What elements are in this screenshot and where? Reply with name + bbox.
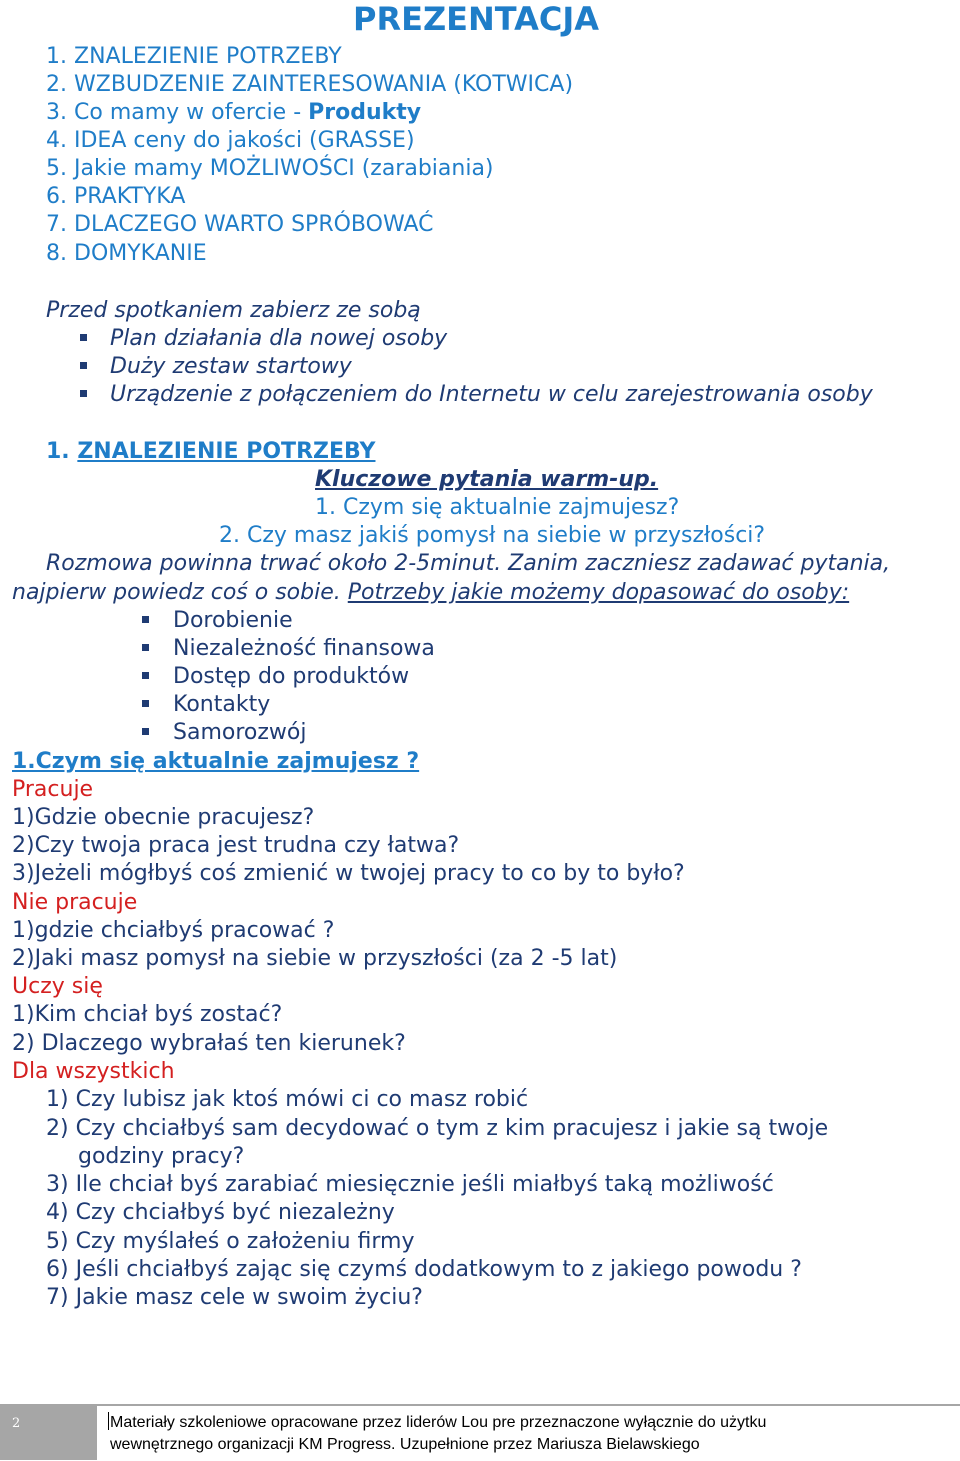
bullet-icon: [142, 700, 149, 707]
bullet-icon: [80, 362, 87, 369]
question-item: 6) Jeśli chciałbyś zając się czymś dodatkowym to z jakiego powodu ?: [46, 1257, 802, 1282]
outline-item: 6. PRAKTYKA: [46, 184, 186, 209]
footer-note: [110, 1412, 766, 1456]
checklist-item: Duży zestaw startowy: [110, 354, 352, 379]
question-item: 2) Czy chciałbyś sam decydować o tym z kim pracujesz i jakie są twoje: [46, 1116, 829, 1141]
question-item: 2)Jaki masz pomysł na siebie w przyszłości (za 2 -5 lat): [12, 946, 618, 971]
checklist-item: Urządzenie z połączeniem do Internetu w celu zarejestrowania osoby: [110, 382, 873, 407]
warmup-question: 1. Czym się aktualnie zajmujesz?: [315, 495, 680, 520]
paragraph-line: Rozmowa powinna trwać około 2-5minut. Zanim zaczniesz zadawać pytania,: [46, 551, 891, 576]
section-heading: 1. ZNALEZIENIE POTRZEBY: [46, 439, 376, 464]
need-item: Kontakty: [173, 692, 271, 717]
paragraph-line: najpierw powiedz coś o sobie. Potrzeby jakie możemy dopasować do osoby:: [12, 580, 850, 605]
bullet-icon: [80, 334, 87, 341]
need-item: Niezależność finansowa: [173, 636, 435, 661]
group-label: Dla wszystkich: [12, 1059, 175, 1084]
outline-item: 2. WZBUDZENIE ZAINTERESOWANIA (KOTWICA): [46, 72, 574, 97]
question-item: 1) Czy lubisz jak ktoś mówi ci co masz robić: [46, 1087, 529, 1112]
need-item: Samorozwój: [173, 720, 307, 745]
page-number: 2: [12, 1416, 21, 1431]
bullet-icon: [142, 728, 149, 735]
warmup-question: 2. Czy masz jakiś pomysł na siebie w przyszłości?: [219, 523, 766, 548]
footer-separator: [108, 1412, 109, 1430]
question-item-continuation: godziny pracy?: [78, 1144, 245, 1169]
group-label: Pracuje: [12, 777, 94, 802]
bullet-icon: [142, 644, 149, 651]
page-number-box: [0, 1404, 97, 1460]
page-title: PREZENTACJA: [353, 0, 600, 38]
outline-item: 5. Jakie mamy MOŻLIWOŚCI (zarabiania): [46, 156, 494, 181]
occupation-heading: 1.Czym się aktualnie zajmujesz ?: [12, 749, 420, 774]
question-item: 5) Czy myślałeś o założeniu firmy: [46, 1229, 415, 1254]
outline-item: 3. Co mamy w ofercie - Produkty: [46, 100, 422, 125]
question-item: 4) Czy chciałbyś być niezależny: [46, 1200, 395, 1225]
footer-line: wewnętrznego organizacji KM Progress. Uzupełnione przez Mariusza Bielawskiego: [110, 1436, 700, 1453]
question-item: 2)Czy twoja praca jest trudna czy łatwa?: [12, 833, 460, 858]
bullet-icon: [80, 390, 87, 397]
footer-line: Materiały szkoleniowe opracowane przez liderów Lou pre przeznaczone wyłącznie do użytku: [110, 1414, 767, 1431]
group-label: Uczy się: [12, 974, 103, 999]
footer-divider: [97, 1404, 960, 1406]
outline-item: 1. ZNALEZIENIE POTRZEBY: [46, 44, 342, 69]
outline-item: 4. IDEA ceny do jakości (GRASSE): [46, 128, 415, 153]
question-item: 3)Jeżeli mógłbyś coś zmienić w twojej pracy to co by to było?: [12, 861, 685, 886]
question-item: 7) Jakie masz cele w swoim życiu?: [46, 1285, 423, 1310]
before-meeting-heading: Przed spotkaniem zabierz ze sobą: [46, 298, 421, 323]
bullet-icon: [142, 616, 149, 623]
question-item: 1)Gdzie obecnie pracujesz?: [12, 805, 315, 830]
need-item: Dorobienie: [173, 608, 293, 633]
section-subheading: Kluczowe pytania warm-up.: [315, 467, 659, 492]
outline-item: 7. DLACZEGO WARTO SPRÓBOWAĆ: [46, 212, 434, 237]
group-label: Nie pracuje: [12, 890, 138, 915]
question-item: 1)Kim chciał byś zostać?: [12, 1002, 283, 1027]
checklist-item: Plan działania dla nowej osoby: [110, 326, 448, 351]
need-item: Dostęp do produktów: [173, 664, 410, 689]
question-item: 2) Dlaczego wybrałaś ten kierunek?: [12, 1031, 406, 1056]
question-item: 1)gdzie chciałbyś pracować ?: [12, 918, 335, 943]
bullet-icon: [142, 672, 149, 679]
question-item: 3) Ile chciał byś zarabiać miesięcznie jeśli miałbyś taką możliwość: [46, 1172, 774, 1197]
outline-item: 8. DOMYKANIE: [46, 241, 207, 266]
